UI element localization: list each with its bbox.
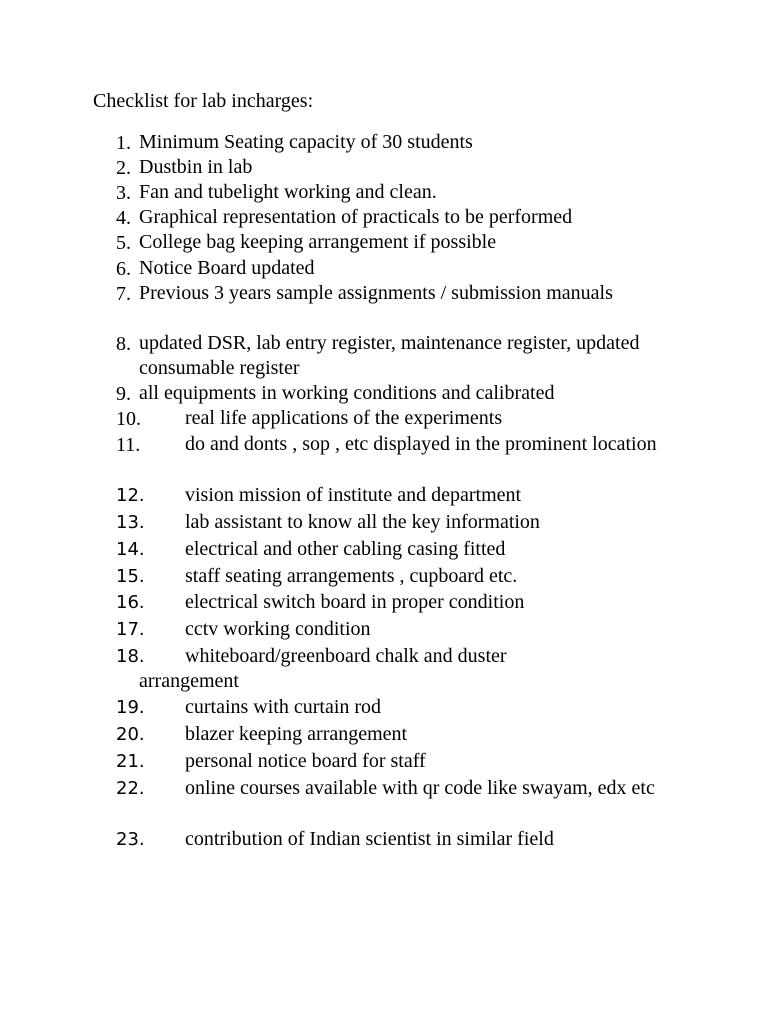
list-item-number: 2. <box>116 157 131 179</box>
list-item-text: electrical and other cabling casing fitted <box>185 538 506 560</box>
list-item-number: 10. <box>116 408 141 430</box>
list-item-number: 21. <box>116 751 145 772</box>
list-item-text: all equipments in working conditions and calibrated <box>139 382 555 404</box>
list-item-number: 18. <box>116 646 145 667</box>
list-item-text: Notice Board updated <box>139 257 315 279</box>
list-item-number: 23. <box>116 829 145 850</box>
list-item-text: electrical switch board in proper condition <box>185 591 525 613</box>
list-item-text: whiteboard/greenboard chalk and duster arrangement <box>139 645 507 692</box>
list-item-text: staff seating arrangements , cupboard etc. <box>185 565 518 587</box>
list-item-text: online courses available with qr code like swayam, edx etc <box>185 777 655 799</box>
list-item-text: Dustbin in lab <box>139 156 253 178</box>
list-item-number: 16. <box>116 592 145 613</box>
list-item-number: 15. <box>116 566 145 587</box>
list-item-text: updated DSR, lab entry register, maintenance register, updated consumable register <box>139 332 640 379</box>
list-item-number: 17. <box>116 619 145 640</box>
list-item-text: Graphical representation of practicals to be performed <box>139 206 573 228</box>
list-item-text: College bag keeping arrangement if possible <box>139 231 497 253</box>
list-item-number: 19. <box>116 697 145 718</box>
list-item-text: lab assistant to know all the key information <box>185 511 540 533</box>
list-item-text: vision mission of institute and department <box>185 484 522 506</box>
list-item-text: personal notice board for staff <box>185 750 426 772</box>
list-item-text: curtains with curtain rod <box>185 696 382 718</box>
list-item-number: 11. <box>116 434 141 456</box>
list-item-text: real life applications of the experiments <box>185 407 503 429</box>
list-item-number: 3. <box>116 182 131 204</box>
list-item-number: 13. <box>116 512 145 533</box>
list-item-text: cctv working condition <box>185 618 371 640</box>
list-item-number: 7. <box>116 283 131 305</box>
list-item-number: 4. <box>116 207 131 229</box>
list-item-text: blazer keeping arrangement <box>185 723 408 745</box>
list-item-number: 20. <box>116 724 145 745</box>
list-item-text: contribution of Indian scientist in similar field <box>185 828 554 850</box>
list-item-number: 1. <box>116 132 131 154</box>
list-item-number: 22. <box>116 778 145 799</box>
list-item-number: 8. <box>116 333 131 355</box>
list-item-text: do and donts , sop , etc displayed in the prominent location <box>185 433 657 455</box>
list-item-number: 5. <box>116 232 131 254</box>
list-item-text: Minimum Seating capacity of 30 students <box>139 131 473 153</box>
document-title: Checklist for lab incharges: <box>93 90 314 112</box>
list-item-text: Fan and tubelight working and clean. <box>139 181 437 203</box>
list-item-number: 12. <box>116 485 145 506</box>
list-item-number: 14. <box>116 539 145 560</box>
list-item-number: 6. <box>116 258 131 280</box>
list-item-text: Previous 3 years sample assignments / submission manuals <box>139 282 613 304</box>
list-item-number: 9. <box>116 383 131 405</box>
